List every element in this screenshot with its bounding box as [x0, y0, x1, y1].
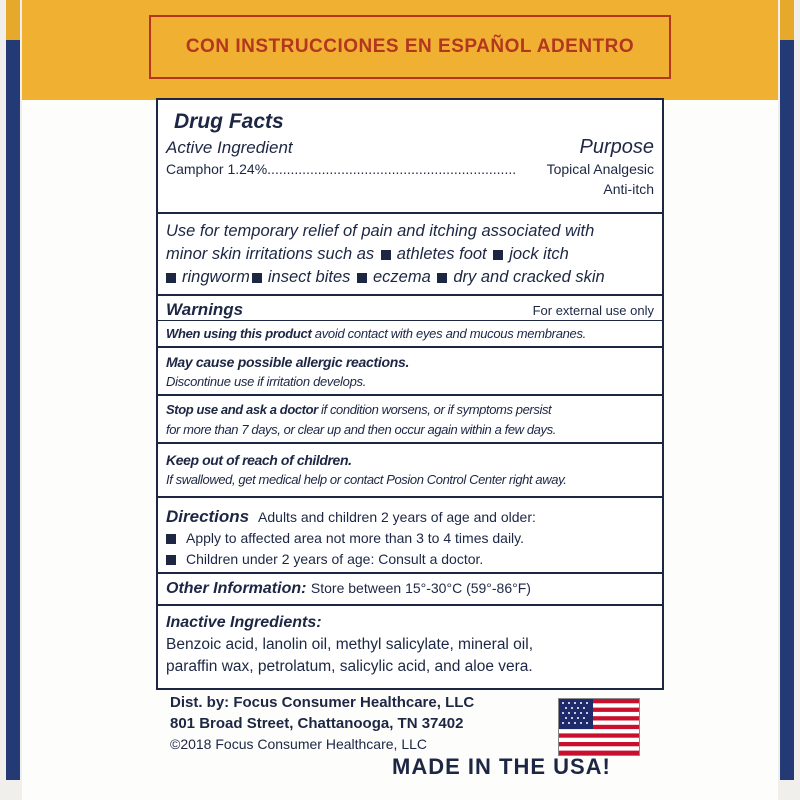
right-edge: [778, 0, 800, 800]
other-info-text: Store between 15°-30°C (59°-86°F): [310, 580, 531, 596]
left-edge: [0, 0, 22, 800]
drug-facts-title: Drug Facts: [174, 110, 284, 133]
active-ingredient-section: [158, 100, 662, 214]
inactive-title: Inactive Ingredients:: [166, 614, 322, 631]
drug-facts-panel: [156, 98, 664, 690]
keep-bold: Keep out of reach of children.: [166, 452, 352, 468]
purpose-2: Anti-itch: [603, 181, 654, 197]
direction-item: Apply to affected area not more than 3 to 4 times daily.: [186, 530, 525, 546]
use-item: jock itch: [509, 245, 569, 263]
keep-rest: If swallowed, get medical help or contact Posion Control Center right away.: [166, 472, 567, 487]
warnings-header: [158, 296, 662, 321]
when-using-section: When using this product avoid contact with eyes and mucous membranes.: [158, 321, 662, 348]
distributor-line-3: ©2018 Focus Consumer Healthcare, LLC: [170, 736, 427, 752]
distributor-info: [170, 692, 474, 755]
active-ingredient-label: Active Ingredient: [166, 138, 293, 157]
made-in-usa: MADE IN THE USA!: [392, 754, 611, 779]
allergic-section: [158, 348, 662, 396]
footer-area: [22, 690, 778, 800]
inactive-section: [158, 606, 662, 688]
warnings-title: Warnings: [166, 300, 244, 319]
banner-frame: [149, 15, 671, 79]
ingredient-line: [166, 161, 547, 177]
directions-title: Directions: [166, 507, 250, 526]
keep-out-section: [158, 444, 662, 498]
banner-text: CON INSTRUCCIONES EN ESPAÑOL ADENTRO: [185, 36, 635, 57]
use-item: ringworm: [182, 268, 250, 286]
ingredient: Camphor 1.24%: [166, 161, 268, 177]
uses-line-1: Use for temporary relief of pain and itching associated with: [166, 222, 595, 240]
inactive-line-1: Benzoic acid, lanolin oil, methyl salicylate, mineral oil,: [166, 636, 533, 653]
other-info-section: [158, 574, 662, 606]
direction-item: Children under 2 years of age: Consult a doctor.: [186, 551, 484, 567]
package-panel: [22, 0, 778, 800]
uses-section: [158, 214, 662, 296]
external-use: For external use only: [532, 303, 654, 318]
us-flag-icon: [558, 698, 640, 756]
other-info-title: Other Information:: [166, 580, 307, 597]
directions-section: [158, 498, 662, 574]
use-item: eczema: [373, 268, 431, 286]
distributor-line-1: Dist. by: Focus Consumer Healthcare, LLC: [170, 694, 475, 711]
use-item: athletes foot: [396, 245, 487, 263]
distributor-line-2: 801 Broad Street, Chattanooga, TN 37402: [170, 715, 464, 732]
directions-intro: Adults and children 2 years of age and older:: [258, 509, 536, 525]
uses-line-2: minor skin irritations such as athletes foot jock itch: [166, 245, 569, 263]
allergic-rest: Discontinue use if irritation develops.: [166, 374, 367, 389]
purpose-label: Purpose: [579, 136, 654, 158]
purpose-1: Topical Analgesic: [546, 161, 654, 177]
use-item: insect bites: [267, 268, 351, 286]
uses-line-3: [166, 266, 654, 289]
inactive-line-2: paraffin wax, petrolatum, salicylic acid, and aloe vera.: [166, 658, 533, 675]
allergic-bold: May cause possible allergic reactions.: [166, 354, 410, 370]
spanish-banner: [22, 0, 778, 100]
leader-dots: ................................................................: [267, 161, 517, 177]
use-item: dry and cracked skin: [453, 268, 605, 286]
stop-use-section: Stop use and ask a doctor if condition worsens, or if symptoms persist for more than 7 days, or clear up and then occur again within a few days.: [158, 396, 662, 444]
